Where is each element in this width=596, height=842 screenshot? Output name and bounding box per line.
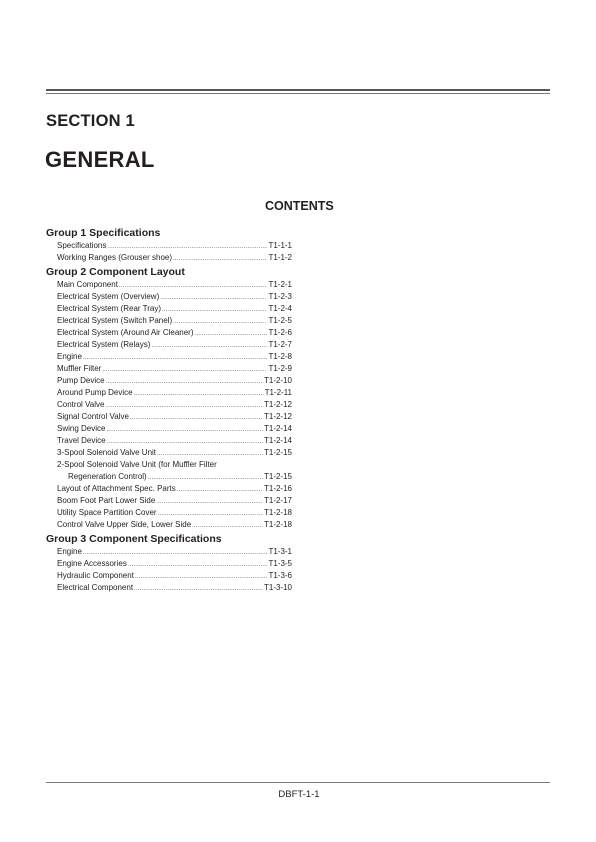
- toc-entry-page: T1-2-1: [268, 280, 292, 289]
- toc-entry-page: T1-2-14: [263, 436, 292, 445]
- toc-entry-title: Hydraulic Component: [57, 571, 134, 580]
- toc-dot-leader: [156, 496, 263, 508]
- toc-entry[interactable]: [46, 507, 292, 519]
- section-title: GENERAL: [45, 147, 155, 172]
- toc-entry-title: Main Component: [57, 280, 118, 289]
- toc-entry-title: Engine: [57, 547, 82, 556]
- contents-heading: CONTENTS: [265, 199, 334, 213]
- toc-entry[interactable]: [46, 351, 292, 363]
- toc-entry-page: T1-1-1: [268, 241, 292, 250]
- toc-entry[interactable]: [46, 303, 292, 315]
- toc-entry[interactable]: [46, 315, 292, 327]
- toc-dot-leader: [106, 424, 263, 436]
- toc-group-title: Group 2 Component Layout: [46, 266, 185, 278]
- toc-entry-title[interactable]: 2-Spool Solenoid Valve Unit (for Muffler Filter: [57, 460, 217, 469]
- toc-entry[interactable]: [46, 387, 292, 399]
- toc-entry-title: Electrical System (Relays): [57, 340, 151, 349]
- toc-entry[interactable]: [46, 558, 292, 570]
- toc-entry-title: Around Pump Device: [57, 388, 133, 397]
- toc-entry-page: T1-2-3: [268, 292, 292, 301]
- toc-dot-leader: [162, 304, 267, 316]
- toc-entry-page: T1-2-4: [268, 304, 292, 313]
- toc-entry[interactable]: [46, 279, 292, 291]
- toc-dot-leader: [173, 253, 267, 265]
- toc-entry[interactable]: [46, 252, 292, 264]
- toc-entry-page: T1-2-17: [263, 496, 292, 505]
- toc-entry[interactable]: [46, 363, 292, 375]
- top-rule-thin: [46, 93, 550, 94]
- toc-entry-title: Boom Foot Part Lower Side: [57, 496, 156, 505]
- toc-group-title: Group 1 Specifications: [46, 227, 161, 239]
- toc-entry-page: T1-2-6: [268, 328, 292, 337]
- section-label: SECTION 1: [46, 112, 135, 130]
- toc-entry-page: T1-2-18: [263, 520, 292, 529]
- toc-entry[interactable]: [46, 447, 292, 459]
- toc-entry-page: T1-3-10: [263, 583, 292, 592]
- toc-dot-leader: [134, 388, 264, 400]
- bottom-rule: [46, 782, 550, 783]
- toc-entry-title: Control Valve: [57, 400, 105, 409]
- toc-entry-page: T1-2-12: [263, 400, 292, 409]
- toc-entry-page: T1-2-15: [263, 448, 292, 457]
- toc-entry-title: Electrical System (Rear Tray): [57, 304, 162, 313]
- toc-group-title: Group 3 Component Specifications: [46, 533, 222, 545]
- toc-dot-leader: [177, 484, 263, 496]
- toc-entry-page: T1-2-5: [268, 316, 292, 325]
- toc-entry-title: Electrical System (Around Air Cleaner): [57, 328, 194, 337]
- toc-entry[interactable]: [46, 375, 292, 387]
- toc-entry[interactable]: [46, 399, 292, 411]
- toc-entry-page: T1-1-2: [268, 253, 292, 262]
- toc-entry-title: Travel Device: [57, 436, 106, 445]
- toc-entry-page: T1-2-12: [263, 412, 292, 421]
- toc-entry-title: Working Ranges (Grouser shoe): [57, 253, 173, 262]
- toc-entry[interactable]: [46, 291, 292, 303]
- toc-entry-page: T1-2-16: [263, 484, 292, 493]
- toc-entry[interactable]: [46, 582, 292, 594]
- toc-dot-leader: [192, 520, 263, 532]
- toc-dot-leader: [151, 340, 267, 352]
- toc-entry-title: Utility Space Partition Cover: [57, 508, 157, 517]
- toc-dot-leader: [83, 352, 268, 364]
- toc-entry-page: T1-3-6: [268, 571, 292, 580]
- toc-entry[interactable]: [46, 435, 292, 447]
- toc-entry-title: Electrical Component: [57, 583, 134, 592]
- toc-entry-page: T1-2-14: [263, 424, 292, 433]
- toc-dot-leader: [134, 583, 263, 595]
- toc-dot-leader: [195, 328, 268, 340]
- toc-entry-title: Engine Accessories: [57, 559, 127, 568]
- toc-entry-page: T1-2-18: [263, 508, 292, 517]
- toc-entry[interactable]: [46, 240, 292, 252]
- toc-entry[interactable]: [46, 519, 292, 531]
- top-rule-thick: [46, 89, 550, 91]
- page-footer: DBFT-1-1: [278, 789, 320, 800]
- toc-entry-title: Specifications: [57, 241, 107, 250]
- toc-entry-title: Pump Device: [57, 376, 105, 385]
- toc-dot-leader: [160, 292, 267, 304]
- toc-dot-leader: [128, 559, 268, 571]
- toc-entry-title: Engine: [57, 352, 82, 361]
- toc-entry-title: Control Valve Upper Side, Lower Side: [57, 520, 192, 529]
- toc-entry-title: Signal Control Valve: [57, 412, 129, 421]
- toc-entry[interactable]: [46, 327, 292, 339]
- toc-entry-page: T1-2-8: [268, 352, 292, 361]
- toc-dot-leader: [130, 412, 263, 424]
- toc-entry-page: T1-2-9: [268, 364, 292, 373]
- toc-entry-page: T1-2-15: [263, 472, 292, 481]
- toc-group: [46, 265, 292, 531]
- toc-entry[interactable]: [46, 495, 292, 507]
- table-of-contents: [46, 226, 292, 594]
- toc-entry-title: Regeneration Control): [68, 472, 147, 481]
- toc-entry[interactable]: [46, 483, 292, 495]
- toc-entry-page: T1-2-10: [263, 376, 292, 385]
- toc-dot-leader: [102, 364, 267, 376]
- toc-entry[interactable]: [46, 339, 292, 351]
- toc-entry-title: Electrical System (Overview): [57, 292, 160, 301]
- toc-dot-leader: [105, 400, 263, 412]
- toc-entry-title: Muffler Filter: [57, 364, 102, 373]
- toc-entry[interactable]: [46, 423, 292, 435]
- toc-entry[interactable]: [46, 546, 292, 558]
- toc-dot-leader: [135, 571, 268, 583]
- toc-entry[interactable]: [46, 570, 292, 582]
- toc-group: [46, 532, 292, 594]
- toc-entry-page: T1-2-7: [268, 340, 292, 349]
- toc-entry[interactable]: [46, 411, 292, 423]
- toc-group: [46, 226, 292, 264]
- toc-entry-title: 3-Spool Solenoid Valve Unit: [57, 448, 157, 457]
- toc-entry-title: Layout of Attachment Spec. Parts: [57, 484, 176, 493]
- toc-entry-title: Electrical System (Switch Panel): [57, 316, 173, 325]
- toc-entry[interactable]: [46, 471, 292, 483]
- toc-entry-page: T1-3-5: [268, 559, 292, 568]
- toc-entry-title: Swing Device: [57, 424, 106, 433]
- toc-entry-page: T1-3-1: [268, 547, 292, 556]
- toc-entry-page: T1-2-11: [264, 388, 292, 397]
